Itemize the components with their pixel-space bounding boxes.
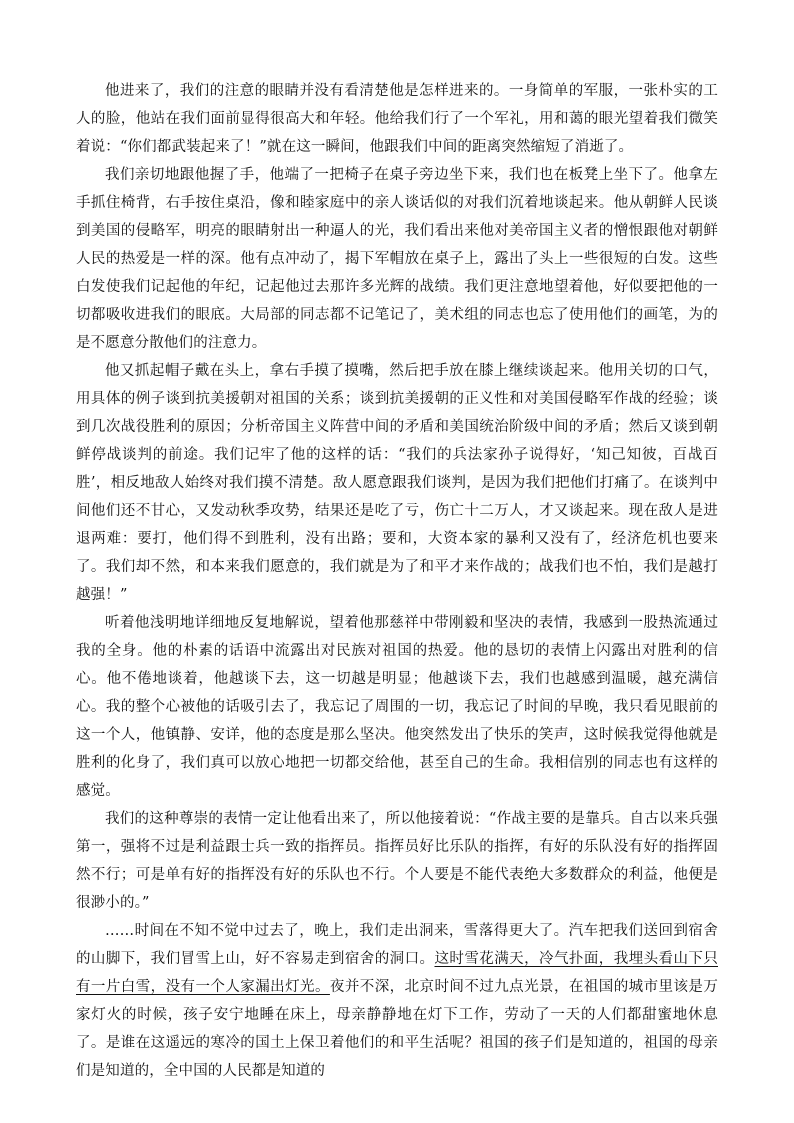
paragraph-3: 他又抓起帽子戴在头上，拿右手摸了摸嘴，然后把手放在膝上继续谈起来。他用关切的口气，用具体的例子谈到抗美援朝对祖国的关系；谈到抗美援朝的正义性和对美国侵略军作战的经验；谈到几次战役胜利的原因；分析帝国主义阵营中间的矛盾和美国统治阶级中间的矛盾；然后又谈到朝鲜停战谈判的前途。我们记牢了他的这样的话：“我们的兵法家孙子说得好，‘知己知彼，百战百胜’，相反地敌人始终对我们摸不清楚。敌人愿意跟我们谈判，是因为我们把他们打痛了。在谈判中间他们还不甘心，又发动秋季攻势，结果还是吃了亏，伤亡十二万人，才又谈起来。现在敌人是进退两难：要打，他们得不到胜利，没有出路；要和，大资本家的暴利又没有了，经济危机也要来了。我们却不然，和本来我们愿意的，我们就是为了和平才来作战的；战我们也不怕，我们是越打越强！”	[76, 363, 718, 603]
paragraph-6	[76, 917, 718, 1085]
document-page	[76, 77, 718, 1085]
paragraph-6-text-before: ……时间在不知不觉中过去了，晚上，我们走出洞来，雪落得更大了。汽车把我们送回到宿舍的山脚下，我们冒雪上山，好不容易走到宿舍的洞口。	[76, 923, 718, 967]
paragraph-2: 我们亲切地跟他握了手，他端了一把椅子在桌子旁边坐下来，我们也在板凳上坐下了。他拿左手抓住椅背，右手按住桌沿，像和睦家庭中的亲人谈话似的对我们沉着地谈起来。他从朝鲜人民谈到美国的侵略军，明亮的眼睛射出一种逼人的光，我们看出来他对美帝国主义者的憎恨跟他对朝鲜人民的热爱是一样的深。他有点冲动了，揭下军帽放在桌子上，露出了头上一些很短的白发。这些白发使我们记起他的年纪，记起他过去那许多光辉的战绩。我们更注意地望着他，好似要把他的一切都吸收进我们的眼底。大局部的同志都不记笔记了，美术组的同志也忘了使用他们的画笔，为的是不愿意分散他们的注意力。	[76, 167, 718, 351]
underlined-sentence: 这时雪花满天，冷气扑面，我埋头看山下只有一片白雪，没有一个人家漏出灯光。	[76, 951, 718, 995]
paragraph-6-text-after: 夜并不深，北京时间不过九点光景，在祖国的城市里该是万家灯火的时候，孩子安宁地睡在床上，母亲静静地在灯下工作，劳动了一天的人们都甜蜜地休息了。是谁在这遥远的寒冷的国土上保卫着他们的和平生活呢？祖国的孩子们是知道的，祖国的母亲们是知道的，全中国的人民都是知道的	[76, 979, 718, 1079]
paragraph-1: 他进来了，我们的注意的眼睛并没有看清楚他是怎样进来的。一身简单的军服，一张朴实的工人的脸，他站在我们面前显得很高大和年轻。他给我们行了一个军礼，用和蔼的眼光望着我们微笑着说：“你们都武装起来了！”就在这一瞬间，他跟我们中间的距离突然缩短了消逝了。	[76, 83, 718, 155]
paragraph-5: 我们的这种尊崇的表情一定让他看出来了，所以他接着说：“作战主要的是靠兵。自古以来兵强第一，强将不过是利益跟士兵一致的指挥员。指挥员好比乐队的指挥，有好的乐队没有好的指挥固然不行；可是单有好的指挥没有好的乐队也不行。个人要是不能代表绝大多数群众的利益，他便是很渺小的。”	[76, 811, 718, 911]
paragraph-4: 听着他浅明地详细地反复地解说，望着他那慈祥中带刚毅和坚决的表情，我感到一股热流通过我的全身。他的朴素的话语中流露出对民族对祖国的热爱。他的恳切的表情上闪露出对胜利的信心。他不倦地谈着，他越谈下去，这一切越是明显；他越谈下去，我们也越感到温暖，越充满信心。我的整个心被他的话吸引去了，我忘记了周围的一切，我忘记了时间的早晚，我只看见眼前的这一个人，他镇静、安详，他的态度是那么坚决。他突然发出了快乐的笑声，这时候我觉得他就是胜利的化身了，我们真可以放心地把一切都交给他，甚至自己的生命。我相信别的同志也有这样的感觉。	[76, 615, 718, 799]
